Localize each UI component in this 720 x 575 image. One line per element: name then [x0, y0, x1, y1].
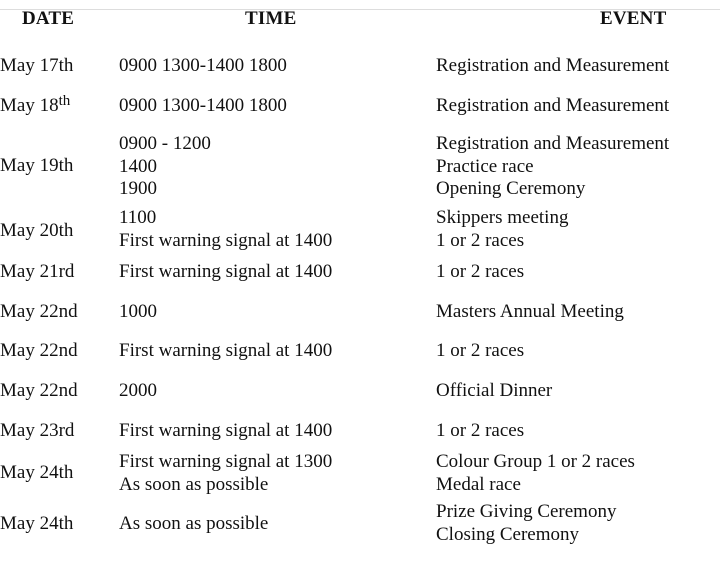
time-cell	[119, 451, 332, 496]
date-cell	[0, 301, 78, 324]
date-cell	[0, 95, 70, 118]
time-cell	[119, 380, 157, 403]
event-line: Practice race	[436, 155, 534, 177]
event-line: Opening Ceremony	[436, 178, 586, 199]
time-line: 2000	[119, 380, 157, 401]
time-line: As soon as possible	[119, 513, 269, 534]
header-event: EVENT	[600, 8, 667, 29]
date-cell	[0, 420, 74, 443]
time-line: First warning signal at 1300	[119, 451, 333, 472]
event-cell	[436, 95, 669, 118]
header-time: TIME	[245, 8, 297, 29]
time-line: 0900 1300-1400 1800	[119, 55, 287, 76]
event-cell	[436, 420, 524, 443]
event-cell	[436, 133, 669, 201]
event-line: Colour Group 1 or 2 races	[436, 451, 635, 472]
date-text: May 20th	[0, 220, 74, 241]
event-line: Official Dinner	[436, 380, 553, 401]
event-line: Registration and Measurement	[436, 133, 670, 154]
time-cell	[119, 513, 268, 536]
event-line: Medal race	[436, 473, 521, 495]
date-cell	[0, 155, 73, 178]
time-line: As soon as possible	[119, 473, 269, 495]
date-text: May 21rd	[0, 261, 75, 282]
date-cell	[0, 513, 73, 536]
time-cell	[119, 261, 332, 284]
date-cell	[0, 220, 73, 243]
date-text: May 22nd	[0, 301, 78, 322]
event-line: Skippers meeting	[436, 207, 569, 228]
event-cell	[436, 207, 568, 252]
date-text: May 24th	[0, 513, 74, 534]
header-date: DATE	[22, 8, 75, 29]
time-line: 1900	[119, 178, 157, 199]
date-text: May 23rd	[0, 420, 75, 441]
time-cell	[119, 95, 287, 118]
event-line: Prize Giving Ceremony	[436, 501, 617, 522]
event-cell	[436, 501, 616, 546]
time-line: 0900 - 1200	[119, 133, 211, 154]
event-cell	[436, 55, 669, 78]
event-line: 1 or 2 races	[436, 420, 525, 441]
time-line: First warning signal at 1400	[119, 420, 333, 441]
event-line: 1 or 2 races	[436, 261, 525, 282]
date-text: May 22nd	[0, 340, 78, 361]
date-text: May 18	[0, 95, 59, 116]
date-suffix: th	[58, 93, 71, 109]
event-cell	[436, 261, 524, 284]
event-cell	[436, 451, 635, 496]
date-cell	[0, 55, 73, 78]
event-line: Closing Ceremony	[436, 523, 580, 545]
event-cell	[436, 301, 624, 324]
time-cell	[119, 301, 157, 324]
date-text: May 22nd	[0, 380, 78, 401]
event-line: Masters Annual Meeting	[436, 301, 624, 322]
time-cell	[119, 340, 332, 363]
date-text: May 24th	[0, 462, 74, 483]
time-line: First warning signal at 1400	[119, 261, 333, 282]
event-line: Registration and Measurement	[436, 95, 670, 116]
date-cell	[0, 462, 73, 485]
event-line: 1 or 2 races	[436, 229, 525, 251]
time-line: 1100	[119, 207, 157, 228]
event-cell	[436, 380, 552, 403]
time-cell	[119, 207, 332, 252]
time-cell	[119, 420, 332, 443]
time-line: First warning signal at 1400	[119, 340, 333, 361]
time-line: First warning signal at 1400	[119, 229, 333, 251]
time-line: 1000	[119, 301, 157, 322]
event-line: Registration and Measurement	[436, 55, 670, 76]
time-line: 1400	[119, 155, 157, 177]
time-line: 0900 1300-1400 1800	[119, 95, 287, 116]
date-text: May 19th	[0, 155, 74, 176]
time-cell	[119, 55, 287, 78]
date-cell	[0, 380, 78, 403]
date-cell	[0, 261, 74, 284]
event-line: 1 or 2 races	[436, 340, 525, 361]
event-cell	[436, 340, 524, 363]
time-cell	[119, 133, 211, 201]
date-cell	[0, 340, 78, 363]
date-text: May 17th	[0, 55, 74, 76]
